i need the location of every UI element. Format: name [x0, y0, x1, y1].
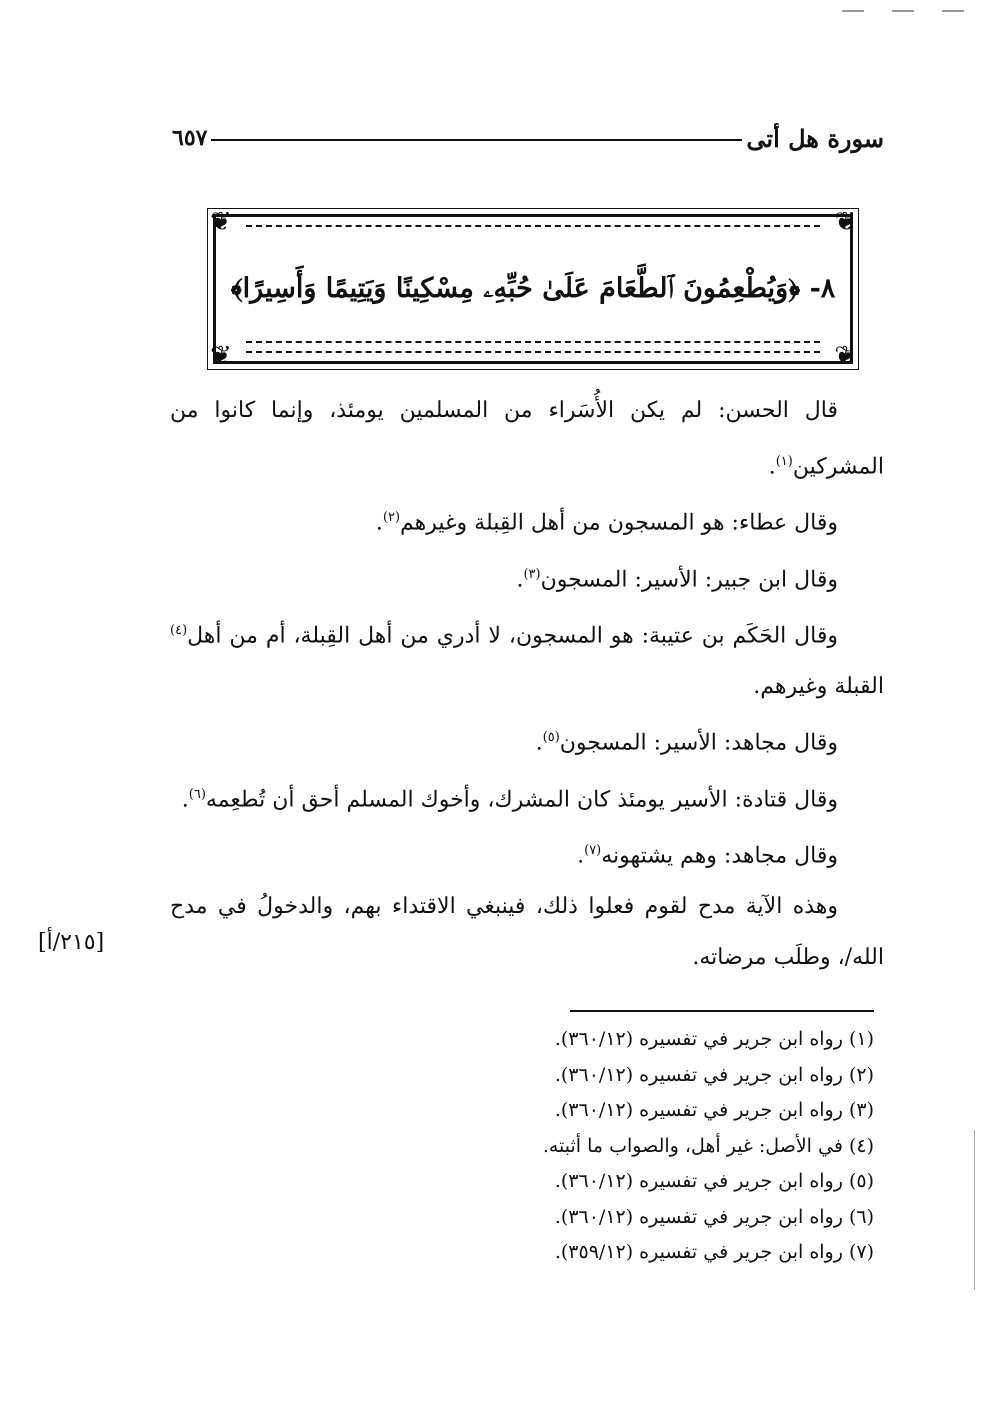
- verse-frame: [210, 207, 856, 371]
- verse-text: ٨- ﴿وَيُطْعِمُونَ ٱلطَّعَامَ عَلَىٰ حُبِّهِۦ مِسْكِينًا وَيَتِيمًا وَأَسِيرًا﴾: [230, 273, 836, 304]
- footnote: (٦) رواه ابن جرير في تفسيره (٣٦٠/١٢).: [554, 1205, 874, 1228]
- footnote-ref: (٧): [584, 842, 602, 858]
- paragraph: قال الحسن: لم يكن الأُسَراء من المسلمين يومئذ، وإنما كانوا من المشركين$^{(١)}$.: [170, 398, 884, 480]
- paragraph: وقال عطاء: هو المسجون من أهل القِبلة وغيرهم$^{(٢)}$.: [375, 510, 838, 536]
- footnote-ref: (٥): [542, 730, 560, 746]
- ornament-corner-icon: ❦: [210, 341, 232, 371]
- footnote: (١) رواه ابن جرير في تفسيره (٣٦٠/١٢).: [554, 1028, 874, 1050]
- paragraph: وقال مجاهد: الأسير: المسجون$^{(٥)}$.: [535, 730, 838, 756]
- ornament-corner-icon: ❦: [210, 207, 232, 237]
- page-header: [172, 118, 884, 158]
- paragraph: وقال الحَكَم بن عتيبة: هو المسجون، لا أدري من أهل القِبلة، أم من أهل$^{(٤)}$ القبلة وغيرهم.: [170, 622, 884, 700]
- paragraph: وقال قتادة: الأسير يومئذ كان المشرك، وأخوك المسلم أحق أن تُطعِمه$^{(٦)}$.: [181, 786, 838, 812]
- paragraph: وقال مجاهد: وهم يشتهونه$^{(٧)}$.: [577, 842, 838, 869]
- ornament-vine: [246, 225, 820, 235]
- footnote-ref: (٣): [523, 566, 541, 582]
- footnote-ref: (١): [775, 454, 793, 469]
- footnote: (٣) رواه ابن جرير في تفسيره (٣٦٠/١٢).: [554, 1099, 874, 1121]
- manuscript-folio-note: [٢١٥/أ]: [38, 930, 105, 955]
- corner-mark: [892, 10, 914, 12]
- corner-mark: [942, 10, 964, 12]
- scan-corner-marks: [842, 10, 964, 12]
- footnotes: [300, 1022, 874, 1271]
- footnote: (٧) رواه ابن جرير في تفسيره (٣٥٩/١٢).: [554, 1241, 874, 1263]
- scan-edge-line: [974, 1130, 975, 1290]
- footnote: (٥) رواه ابن جرير في تفسيره (٣٦٠/١٢).: [554, 1170, 874, 1192]
- paragraph: وقال ابن جبير: الأسير: المسجون$^{(٣)}$.: [516, 566, 838, 592]
- footnote: (٢) رواه ابن جرير في تفسيره (٣٦٠/١٢).: [554, 1063, 874, 1086]
- footnote-ref: (٤): [170, 622, 188, 638]
- header-rule: [211, 139, 742, 141]
- paragraph: وهذه الآية مدح لقوم فعلوا ذلك، فينبغي الاقتداء بهم، والدخولُ في مدح الله/، وطلَب مرضاته.: [170, 894, 884, 971]
- page-number: ٦٥٧: [172, 125, 208, 151]
- ornament-vine: [246, 341, 820, 353]
- surah-title: سورة هل أتى: [746, 123, 884, 153]
- corner-mark: [842, 10, 864, 12]
- footnote-divider: [570, 1010, 874, 1012]
- footnote: (٤) في الأصل: غير أهل، والصواب ما أثبته.: [542, 1134, 874, 1157]
- ornament-corner-icon: ❦: [834, 207, 856, 237]
- ornament-corner-icon: ❦: [834, 341, 856, 371]
- commentary-body: [170, 385, 884, 983]
- footnote-ref: (٢): [382, 510, 401, 526]
- footnote-ref: (٦): [188, 786, 206, 802]
